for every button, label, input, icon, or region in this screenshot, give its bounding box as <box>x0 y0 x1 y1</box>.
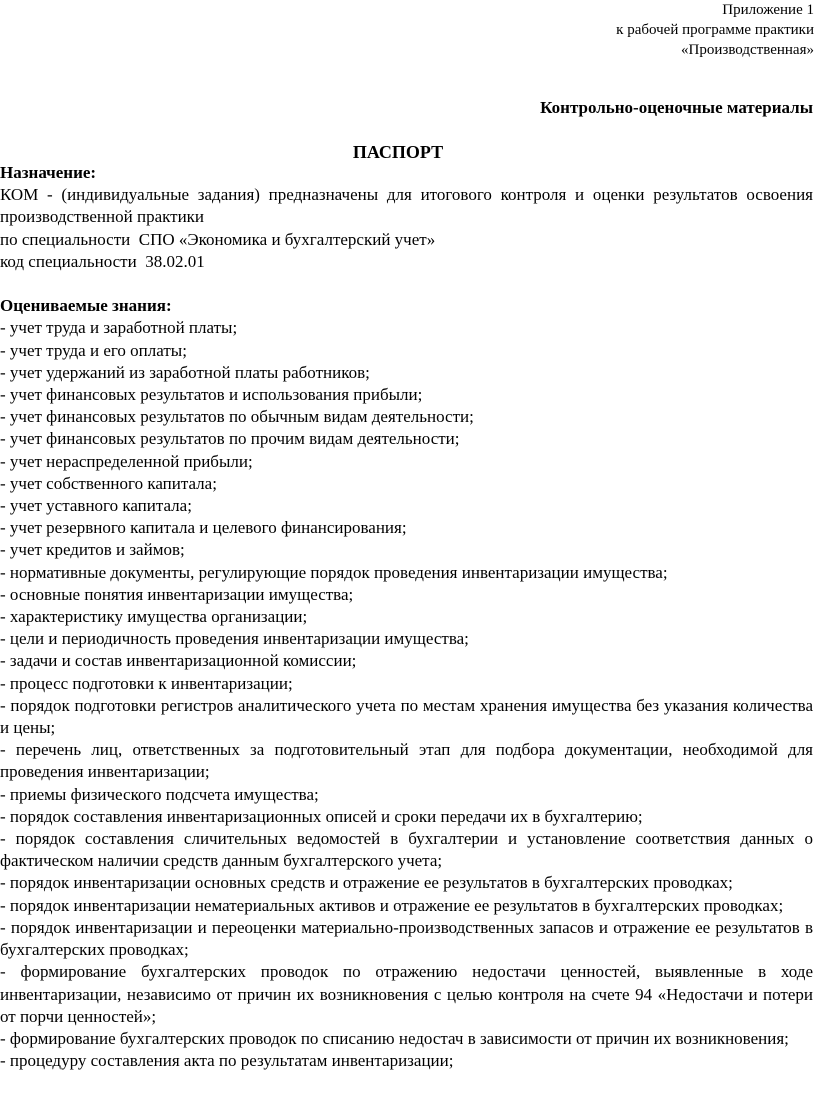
knowledge-item: - учет резервного капитала и целевого финансирования; <box>0 518 407 538</box>
knowledge-item: - процесс подготовки к инвентаризации; <box>0 673 293 693</box>
appendix-header <box>616 0 814 60</box>
passport-title <box>0 141 816 163</box>
knowledge-item: - задачи и состав инвентаризационной комиссии; <box>0 651 357 671</box>
purpose-code: код специальности 38.02.01 <box>0 251 205 271</box>
knowledge-item: - учет кредитов и займов; <box>0 540 185 560</box>
appendix-line-1: Приложение 1 <box>722 2 814 18</box>
knowledge-heading: Оцениваемые знания: <box>0 296 172 316</box>
purpose-text: КОМ - (индивидуальные задания) предназначены для итогового контроля и оценки результатов освоения производственной практики <box>0 185 813 227</box>
knowledge-item: - процедуру составления акта по результатам инвентаризации; <box>0 1051 454 1071</box>
knowledge-item: - нормативные документы, регулирующие порядок проведения инвентаризации имущества; <box>0 562 668 582</box>
section-spacer <box>0 273 813 295</box>
purpose-specialty: по специальности СПО «Экономика и бухгалтерский учет» <box>0 229 436 249</box>
knowledge-item: - порядок инвентаризации нематериальных активов и отражение ее результатов в бухгалтерских проводках; <box>0 895 784 915</box>
knowledge-item: - учет труда и заработной платы; <box>0 318 238 338</box>
knowledge-item: - порядок инвентаризации и переоценки материально-производственных запасов и отражение ее результатов в бухгалтерских проводках; <box>0 917 813 960</box>
knowledge-item: - порядок составления сличительных ведомостей в бухгалтерии и установление соответствия данных о фактическом наличии средств данным бухгалтерского учета; <box>0 829 813 871</box>
knowledge-item: - приемы физического подсчета имущества; <box>0 784 319 804</box>
passport-title-text: ПАСПОРТ <box>352 142 444 162</box>
knowledge-item: - учет уставного капитала; <box>0 496 192 516</box>
knowledge-item: - порядок инвентаризации основных средств и отражение ее результатов в бухгалтерских проводках; <box>0 873 733 893</box>
knowledge-item: - учет финансовых результатов и использования прибыли; <box>0 385 423 405</box>
knowledge-item: - учет удержаний из заработной платы работников; <box>0 362 370 382</box>
knowledge-item: - учет труда и его оплаты; <box>0 340 187 360</box>
document-body <box>0 162 813 1072</box>
knowledge-item: - учет собственного капитала; <box>0 473 217 493</box>
knowledge-item: - основные понятия инвентаризации имущества; <box>0 584 354 604</box>
knowledge-item: - формирование бухгалтерских проводок по отражению недостачи ценностей, выявленные в ходе инвентаризации, независимо от причин их возникновения с целью контроля на счете 94 «Недостачи и потери от порчи ценностей»; <box>0 962 813 1026</box>
knowledge-item: - формирование бухгалтерских проводок по списанию недостач в зависимости от причин их возникновения; <box>0 1028 789 1048</box>
knowledge-item: - учет финансовых результатов по прочим видам деятельности; <box>0 429 460 449</box>
knowledge-list <box>0 317 813 1072</box>
purpose-heading: Назначение: <box>0 163 97 182</box>
appendix-line-2: к рабочей программе практики <box>616 22 814 38</box>
kom-title: Контрольно-оценочные материалы <box>540 98 813 117</box>
knowledge-item: - порядок составления инвентаризационных описей и сроки передачи их в бухгалтерию; <box>0 806 643 826</box>
appendix-line-3: «Производственная» <box>681 42 814 58</box>
knowledge-item: - учет нераспределенной прибыли; <box>0 451 253 471</box>
knowledge-item: - перечень лиц, ответственных за подготовительный этап для подбора документации, необходимой для проведения инвентаризации; <box>0 740 813 782</box>
knowledge-item: - учет финансовых результатов по обычным видам деятельности; <box>0 407 474 427</box>
knowledge-item: - цели и периодичность проведения инвентаризации имущества; <box>0 629 469 649</box>
knowledge-item: - характеристику имущества организации; <box>0 607 308 627</box>
knowledge-item: - порядок подготовки регистров аналитического учета по местам хранения имущества без указания количества и цены; <box>0 695 813 738</box>
